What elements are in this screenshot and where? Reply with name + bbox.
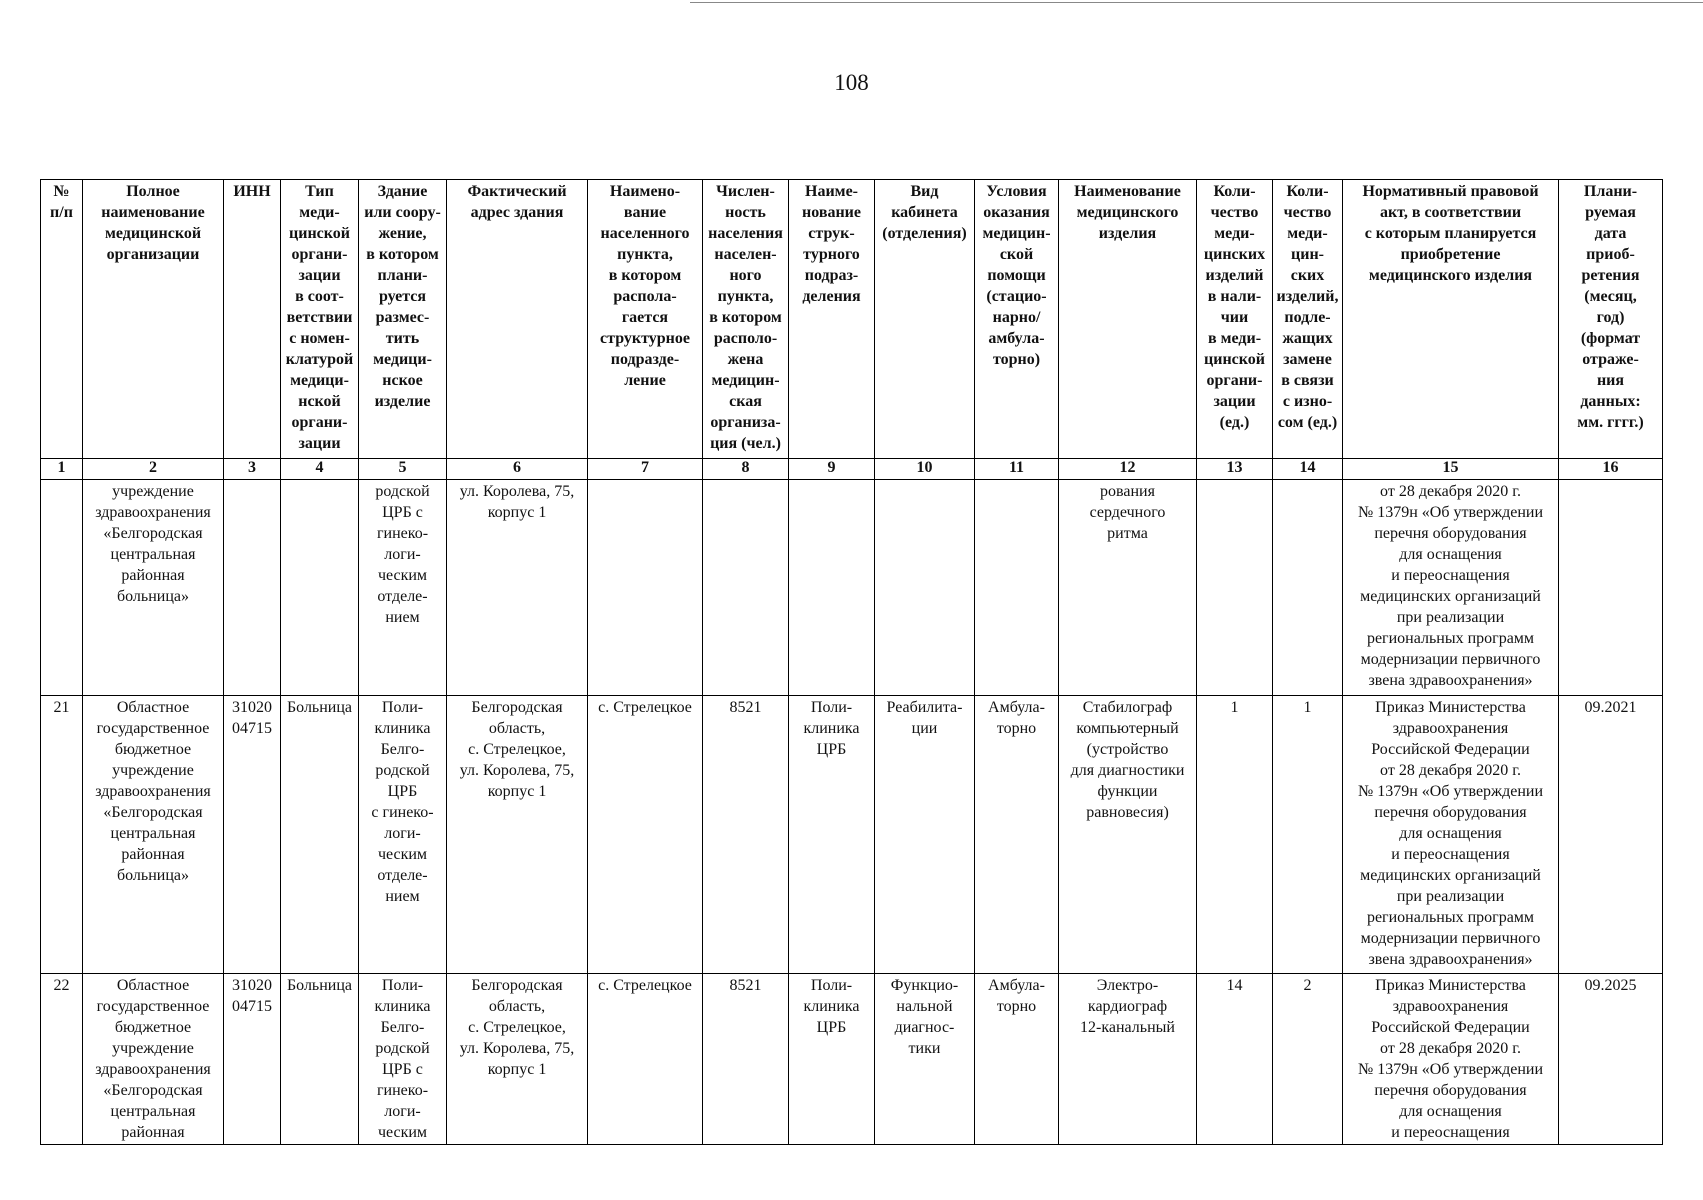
column-number: 15: [1343, 459, 1559, 480]
column-number: 11: [975, 459, 1059, 480]
cell-care-conditions: Амбула- торно: [975, 974, 1059, 1145]
cell-qty-available: 14: [1197, 974, 1273, 1145]
column-number: 12: [1059, 459, 1197, 480]
column-number: 13: [1197, 459, 1273, 480]
cell-building: Поли- клиника Белго- родской ЦРБ с гинеко- логи- ческим: [359, 974, 447, 1145]
column-header-org-name: Полное наименование медицинской организации: [83, 180, 224, 459]
cell-legal-act: Приказ Министерства здравоохранения Российской Федерации от 28 декабря 2020 г. № 1379н «Об утверждении перечня оборудования для оснащения и переоснащения медицинских организаций при реализации региональных программ модернизации первичного звена здравоохранения»: [1343, 696, 1559, 974]
cell-population: 8521: [703, 974, 789, 1145]
cell-cabinet-type: Реабилита- ции: [875, 696, 975, 974]
cell-device-name: Стабилограф компьютерный (устройство для диагностики функции равновесия): [1059, 696, 1197, 974]
cell-inn: 31020 04715: [224, 974, 281, 1145]
cell-purchase-date: 09.2021: [1559, 696, 1663, 974]
cell-org-type: [281, 480, 359, 696]
column-number: 6: [447, 459, 588, 480]
cell-qty-available: [1197, 480, 1273, 696]
column-header-building: Здание или соору- жение, в котором плани- руется размес- тить медици- нское изделие: [359, 180, 447, 459]
cell-population: [703, 480, 789, 696]
cell-subdivision: Поли- клиника ЦРБ: [789, 696, 875, 974]
column-number: 10: [875, 459, 975, 480]
column-number: 2: [83, 459, 224, 480]
column-number-row: [41, 459, 1663, 480]
cell-qty-replace: [1273, 480, 1343, 696]
column-number: 7: [588, 459, 703, 480]
column-header-cabinet-type: Вид кабинета (отделения): [875, 180, 975, 459]
column-header-org-type: Тип меди- цинской органи- зации в соот- ветствии с номен- клатурой медици- нской органи- зации: [281, 180, 359, 459]
cell-device-name: Электро- кардиограф 12-канальный: [1059, 974, 1197, 1145]
cell-inn: [224, 480, 281, 696]
cell-subdivision: [789, 480, 875, 696]
cell-care-conditions: [975, 480, 1059, 696]
cell-cabinet-type: Функцио- нальной диагнос- тики: [875, 974, 975, 1145]
column-header-settlement: Наимено- вание населенного пункта, в котором распола- гается структурное подразде- ление: [588, 180, 703, 459]
cell-number: 21: [41, 696, 83, 974]
column-header-care-conditions: Условия оказания медицин- ской помощи (стацио- нарно/ амбула- торно): [975, 180, 1059, 459]
cell-legal-act: Приказ Министерства здравоохранения Российской Федерации от 28 декабря 2020 г. № 1379н «Об утверждении перечня оборудования для оснащения и переоснащения: [1343, 974, 1559, 1145]
cell-number: [41, 480, 83, 696]
cell-building: родской ЦРБ с гинеко- логи- ческим отделе- нием: [359, 480, 447, 696]
column-header-legal-act: Нормативный правовой акт, в соответствии с которым планируется приобретение медицинского изделия: [1343, 180, 1559, 459]
column-header-qty-replace: Коли- чество меди- цин- ских изделий, подле- жащих замене в связи с изно- сом (ед.): [1273, 180, 1343, 459]
column-header-purchase-date: Плани- руемая дата приоб- ретения (месяц, год) (формат отраже- ния данных: мм. гггг.): [1559, 180, 1663, 459]
cell-settlement: [588, 480, 703, 696]
cell-care-conditions: Амбула- торно: [975, 696, 1059, 974]
equipment-table: [40, 179, 1663, 1145]
column-number: 16: [1559, 459, 1663, 480]
cell-qty-replace: 2: [1273, 974, 1343, 1145]
column-header-address: Фактический адрес здания: [447, 180, 588, 459]
table-row: [41, 974, 1663, 1145]
cell-subdivision: Поли- клиника ЦРБ: [789, 974, 875, 1145]
cell-purchase-date: [1559, 480, 1663, 696]
cell-address: ул. Королева, 75, корпус 1: [447, 480, 588, 696]
column-number: 8: [703, 459, 789, 480]
cell-building: Поли- клиника Белго- родской ЦРБ с гинеко- логи- ческим отделе- нием: [359, 696, 447, 974]
cell-org-type: Больница: [281, 974, 359, 1145]
column-header-subdivision: Наиме- нование струк- турного подраз- деления: [789, 180, 875, 459]
header-row: [41, 180, 1663, 459]
cell-settlement: с. Стрелецкое: [588, 696, 703, 974]
column-number: 3: [224, 459, 281, 480]
column-number: 4: [281, 459, 359, 480]
table-row: [41, 480, 1663, 696]
cell-org-name: учреждение здравоохранения «Белгородская центральная районная больница»: [83, 480, 224, 696]
page-number: 108: [834, 70, 869, 95]
cell-purchase-date: 09.2025: [1559, 974, 1663, 1145]
cell-population: 8521: [703, 696, 789, 974]
cell-settlement: с. Стрелецкое: [588, 974, 703, 1145]
column-header-inn: ИНН: [224, 180, 281, 459]
cell-legal-act: от 28 декабря 2020 г. № 1379н «Об утверждении перечня оборудования для оснащения и переоснащения медицинских организаций при реализации региональных программ модернизации первичного звена здравоохранения»: [1343, 480, 1559, 696]
column-number: 9: [789, 459, 875, 480]
column-header-number: № п/п: [41, 180, 83, 459]
table-row: [41, 696, 1663, 974]
cell-device-name: рования сердечного ритма: [1059, 480, 1197, 696]
top-rule: [690, 2, 1703, 3]
column-header-population: Числен- ность населения населен- ного пункта, в котором располо- жена медицин- ская организа- ция (чел.): [703, 180, 789, 459]
cell-cabinet-type: [875, 480, 975, 696]
column-number: 14: [1273, 459, 1343, 480]
column-header-qty-available: Коли- чество меди- цинских изделий в нали- чии в меди- цинской органи- зации (ед.): [1197, 180, 1273, 459]
cell-org-type: Больница: [281, 696, 359, 974]
column-number: 1: [41, 459, 83, 480]
cell-org-name: Областное государственное бюджетное учреждение здравоохранения «Белгородская центральная районная: [83, 974, 224, 1145]
cell-org-name: Областное государственное бюджетное учреждение здравоохранения «Белгородская центральная районная больница»: [83, 696, 224, 974]
cell-address: Белгородская область, с. Стрелецкое, ул. Королева, 75, корпус 1: [447, 696, 588, 974]
cell-number: 22: [41, 974, 83, 1145]
cell-address: Белгородская область, с. Стрелецкое, ул. Королева, 75, корпус 1: [447, 974, 588, 1145]
cell-qty-available: 1: [1197, 696, 1273, 974]
cell-qty-replace: 1: [1273, 696, 1343, 974]
cell-inn: 31020 04715: [224, 696, 281, 974]
column-number: 5: [359, 459, 447, 480]
column-header-device-name: Наименование медицинского изделия: [1059, 180, 1197, 459]
